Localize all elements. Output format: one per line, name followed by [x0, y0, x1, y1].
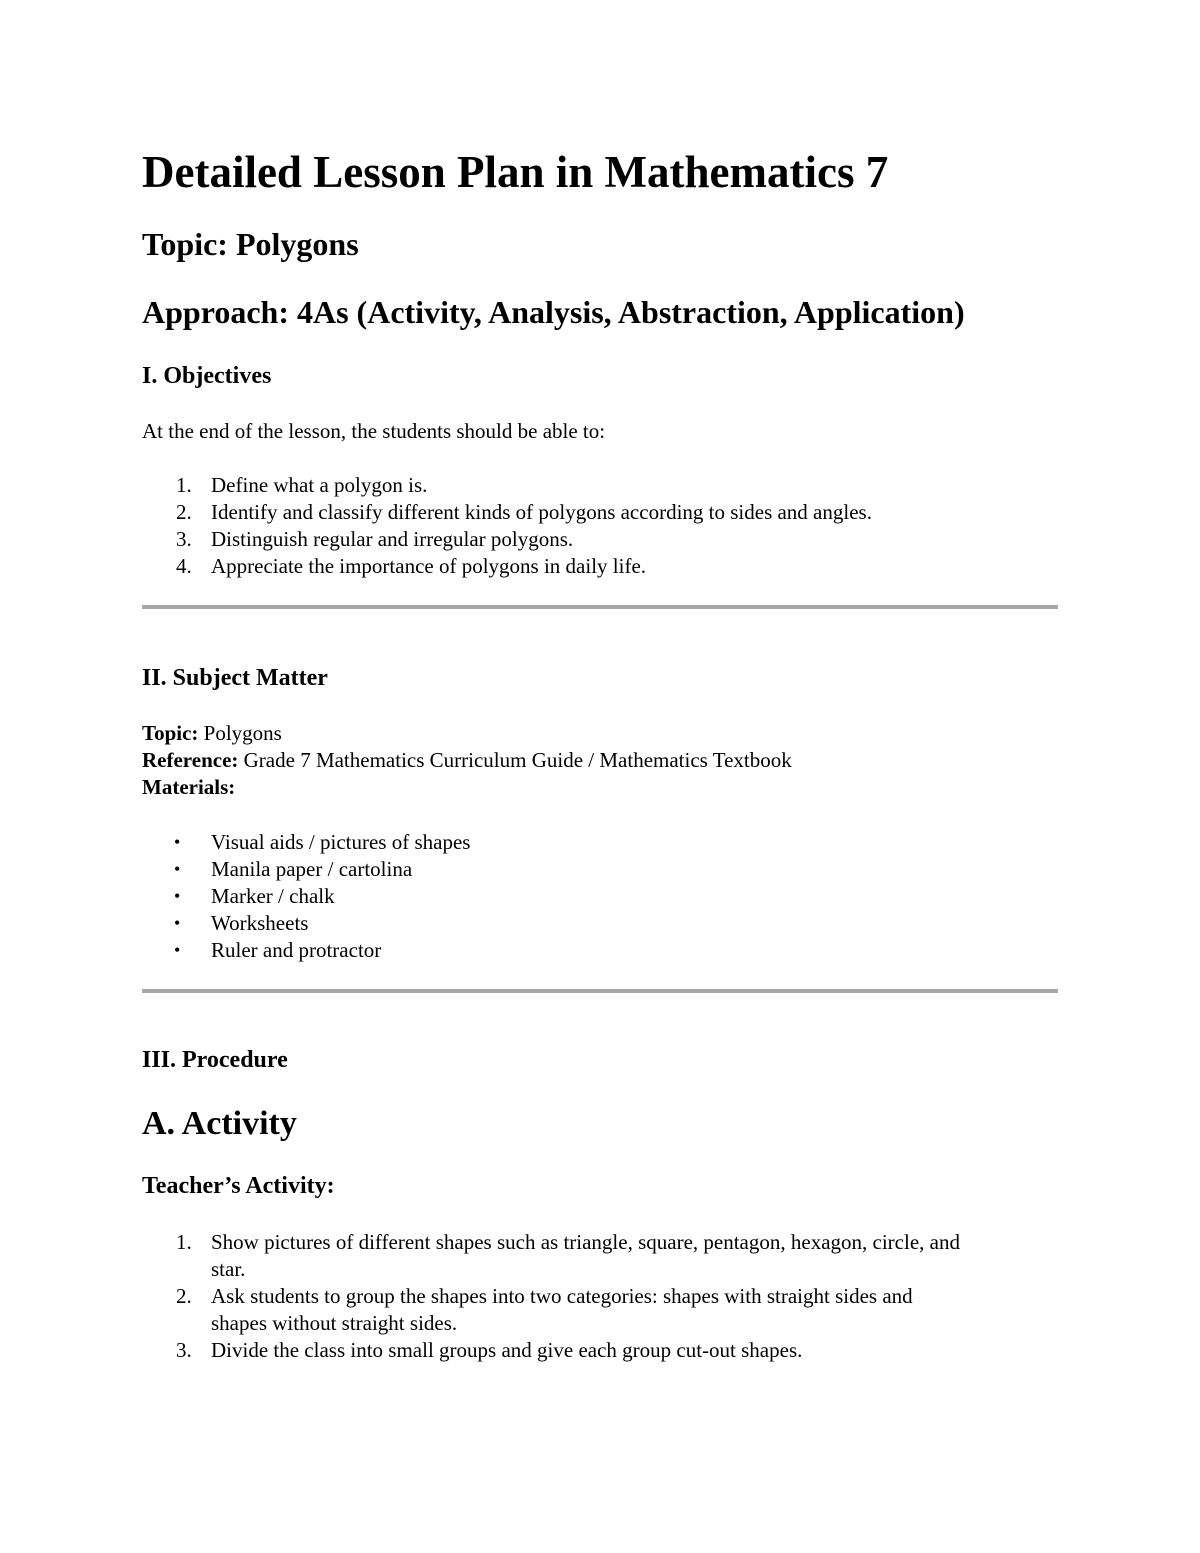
list-item-text: Identify and classify different kinds of polygons according to sides and angles. — [211, 500, 872, 524]
list-item — [142, 856, 470, 883]
section-divider — [142, 605, 1058, 609]
list-item-text: Worksheets — [211, 911, 309, 935]
list-number: 1. — [176, 473, 192, 497]
teacher-activity-list — [142, 1229, 960, 1364]
subject-topic — [142, 720, 282, 747]
list-item-text: Marker / chalk — [211, 884, 335, 908]
subject-materials — [142, 774, 235, 801]
subject-materials-label: Materials: — [142, 775, 236, 799]
list-number: 2. — [176, 500, 192, 524]
list-number: 1. — [176, 1230, 192, 1254]
list-item — [142, 883, 470, 910]
page-title: Detailed Lesson Plan in Mathematics 7 — [142, 147, 889, 197]
list-number: 3. — [176, 1338, 192, 1362]
list-item — [142, 472, 872, 499]
list-item — [142, 1283, 960, 1337]
list-item-text: Ask students to group the shapes into two categories: shapes with straight sides and — [211, 1284, 913, 1308]
objectives-heading: I. Objectives — [142, 363, 272, 389]
list-item-text: Manila paper / cartolina — [211, 857, 413, 881]
bullet-icon: • — [174, 859, 181, 879]
activity-heading: A. Activity — [142, 1105, 297, 1142]
teacher-activity-heading: Teacher’s Activity: — [142, 1173, 335, 1199]
topic-heading: Topic: Polygons — [142, 226, 359, 262]
list-item-text: Define what a polygon is. — [211, 473, 428, 497]
list-item-text: Visual aids / pictures of shapes — [211, 830, 471, 854]
objectives-list — [142, 472, 872, 580]
bullet-icon: • — [174, 886, 181, 906]
list-item — [142, 829, 470, 856]
approach-heading: Approach: 4As (Activity, Analysis, Abstraction, Application) — [142, 294, 965, 330]
bullet-icon: • — [174, 913, 181, 933]
list-item-text: shapes without straight sides. — [211, 1311, 458, 1335]
section-divider — [142, 989, 1058, 993]
list-item — [142, 910, 470, 937]
list-item — [142, 526, 872, 553]
subject-topic-value: Polygons — [198, 721, 282, 745]
objectives-intro: At the end of the lesson, the students should be able to: — [142, 419, 606, 443]
subject-reference — [142, 747, 792, 774]
list-item-text: Distinguish regular and irregular polygons. — [211, 527, 574, 551]
subject-reference-label: Reference: — [142, 748, 239, 772]
list-number: 3. — [176, 527, 192, 551]
list-number: 4. — [176, 554, 192, 578]
list-item-text: star. — [211, 1257, 246, 1281]
list-item — [142, 499, 872, 526]
list-item-text: Divide the class into small groups and give each group cut-out shapes. — [211, 1338, 803, 1362]
list-item-text: Ruler and protractor — [211, 938, 382, 962]
bullet-icon: • — [174, 940, 181, 960]
list-item-text: Show pictures of different shapes such as triangle, square, pentagon, hexagon, circle, and — [211, 1230, 960, 1254]
subject-matter-heading: II. Subject Matter — [142, 665, 328, 691]
list-item — [142, 553, 872, 580]
subject-reference-value: Grade 7 Mathematics Curriculum Guide / Mathematics Textbook — [238, 748, 792, 772]
procedure-heading: III. Procedure — [142, 1047, 288, 1073]
list-item-text: Appreciate the importance of polygons in daily life. — [211, 554, 647, 578]
bullet-icon: • — [174, 832, 181, 852]
list-number: 2. — [176, 1284, 192, 1308]
list-item — [142, 937, 470, 964]
subject-topic-label: Topic: — [142, 721, 199, 745]
materials-list — [142, 829, 470, 964]
list-item — [142, 1229, 960, 1283]
list-item — [142, 1337, 960, 1364]
